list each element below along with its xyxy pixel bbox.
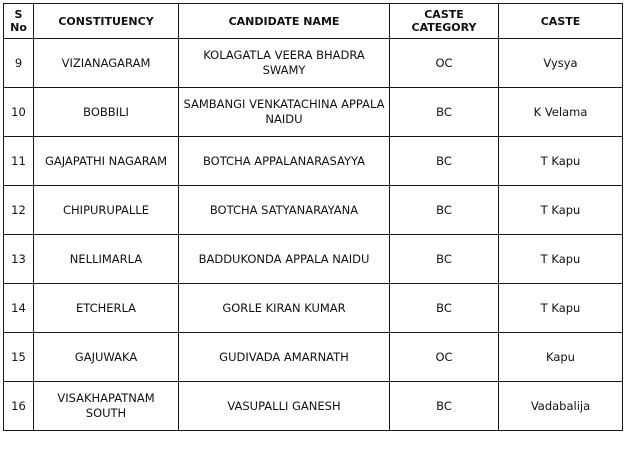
candidate-table-container <box>3 3 623 431</box>
cell-caste: K Velama <box>499 88 623 137</box>
header-caste: CASTE <box>499 4 623 39</box>
cell-caste: Kapu <box>499 333 623 382</box>
cell-constituency: VIZIANAGARAM <box>34 39 179 88</box>
header-candidate-name: CANDIDATE NAME <box>179 4 390 39</box>
cell-constituency: VISAKHAPATNAM SOUTH <box>34 382 179 431</box>
cell-candidate-name: GORLE KIRAN KUMAR <box>179 284 390 333</box>
cell-sno: 10 <box>4 88 34 137</box>
cell-candidate-name: VASUPALLI GANESH <box>179 382 390 431</box>
header-constituency: CONSTITUENCY <box>34 4 179 39</box>
cell-caste-category: BC <box>390 88 499 137</box>
cell-caste: T Kapu <box>499 137 623 186</box>
cell-candidate-name: GUDIVADA AMARNATH <box>179 333 390 382</box>
cell-caste-category: BC <box>390 382 499 431</box>
table-row <box>4 88 623 137</box>
table-row <box>4 284 623 333</box>
cell-caste-category: BC <box>390 284 499 333</box>
candidate-table <box>3 3 623 431</box>
cell-caste: Vysya <box>499 39 623 88</box>
cell-caste-category: OC <box>390 39 499 88</box>
cell-sno: 15 <box>4 333 34 382</box>
cell-constituency: GAJUWAKA <box>34 333 179 382</box>
cell-candidate-name: BOTCHA SATYANARAYANA <box>179 186 390 235</box>
header-sno: S No <box>4 4 34 39</box>
cell-caste: T Kapu <box>499 284 623 333</box>
cell-caste-category: BC <box>390 186 499 235</box>
cell-candidate-name: BADDUKONDA APPALA NAIDU <box>179 235 390 284</box>
cell-constituency: GAJAPATHI NAGARAM <box>34 137 179 186</box>
cell-constituency: ETCHERLA <box>34 284 179 333</box>
cell-sno: 13 <box>4 235 34 284</box>
cell-caste-category: BC <box>390 235 499 284</box>
cell-candidate-name: SAMBANGI VENKATACHINA APPALA NAIDU <box>179 88 390 137</box>
table-row <box>4 333 623 382</box>
cell-sno: 14 <box>4 284 34 333</box>
cell-sno: 9 <box>4 39 34 88</box>
cell-candidate-name: BOTCHA APPALANARASAYYA <box>179 137 390 186</box>
cell-sno: 11 <box>4 137 34 186</box>
table-row <box>4 235 623 284</box>
cell-caste-category: OC <box>390 333 499 382</box>
cell-sno: 16 <box>4 382 34 431</box>
table-row <box>4 382 623 431</box>
header-caste-category: CASTE CATEGORY <box>390 4 499 39</box>
cell-caste: T Kapu <box>499 235 623 284</box>
cell-constituency: CHIPURUPALLE <box>34 186 179 235</box>
cell-sno: 12 <box>4 186 34 235</box>
cell-caste: Vadabalija <box>499 382 623 431</box>
table-row <box>4 137 623 186</box>
table-row <box>4 186 623 235</box>
table-header-row <box>4 4 623 39</box>
cell-constituency: NELLIMARLA <box>34 235 179 284</box>
cell-caste-category: BC <box>390 137 499 186</box>
cell-constituency: BOBBILI <box>34 88 179 137</box>
table-row <box>4 39 623 88</box>
cell-caste: T Kapu <box>499 186 623 235</box>
cell-candidate-name: KOLAGATLA VEERA BHADRA SWAMY <box>179 39 390 88</box>
